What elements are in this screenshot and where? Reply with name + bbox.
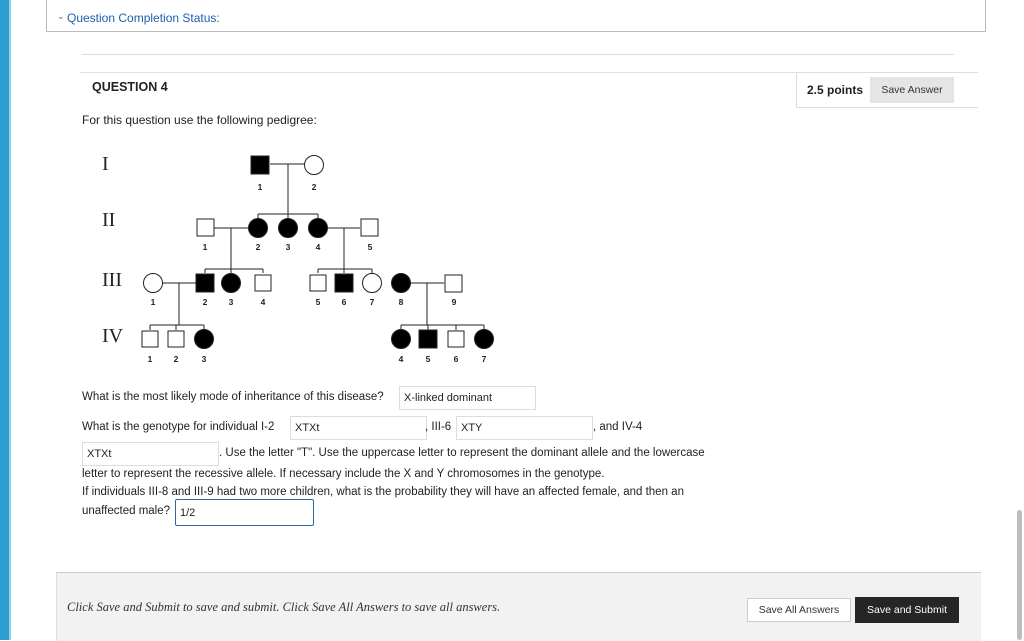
q2-text: What is the genotype for individual I-2: [82, 421, 275, 433]
q3-text-cont: unaffected male?: [82, 505, 171, 517]
individual-number: 1: [202, 242, 208, 252]
pedigree-female-affected: [249, 219, 268, 238]
individual-number: 4: [260, 297, 266, 307]
individual-number: 3: [228, 297, 234, 307]
pedigree-female-affected: [279, 219, 298, 238]
pedigree-female-unaffected: [305, 156, 324, 175]
individual-number: 2: [311, 182, 317, 192]
pedigree-male-unaffected: [255, 275, 271, 291]
individual-number: 2: [173, 354, 179, 364]
points-box: [796, 72, 978, 108]
completion-status-label[interactable]: Question Completion Status:: [67, 11, 220, 25]
question-completion-status[interactable]: [46, 0, 986, 32]
generation-label: IV: [102, 325, 124, 347]
save-all-answers-button[interactable]: Save All Answers: [747, 598, 851, 622]
individual-number: 1: [150, 297, 156, 307]
genotype-iv4-input[interactable]: [82, 442, 219, 466]
individual-number: 8: [398, 297, 404, 307]
pedigree-male-unaffected: [445, 275, 462, 292]
points-value: 2.5 points: [807, 83, 864, 97]
submit-footer: [56, 572, 981, 641]
pedigree-male-affected: [419, 330, 437, 348]
footer-message: Click Save and Submit to save and submit. Click Save All Answers to save all answers.: [67, 600, 501, 614]
pedigree-female-affected: [475, 330, 494, 349]
individual-number: 1: [147, 354, 153, 364]
individual-number: 3: [201, 354, 207, 364]
pedigree-male-unaffected: [142, 331, 158, 347]
individual-number: 6: [341, 297, 347, 307]
scrollbar-thumb[interactable]: [1017, 510, 1022, 640]
individual-number: 7: [369, 297, 375, 307]
pedigree-male-unaffected: [448, 331, 464, 347]
pedigree-male-affected: [196, 274, 214, 292]
question-intro: For this question use the following pedigree:: [82, 113, 317, 127]
pedigree-male-unaffected: [361, 219, 378, 236]
save-answer-button[interactable]: Save Answer: [870, 77, 954, 103]
pedigree-male-affected: [251, 156, 269, 174]
individual-number: 4: [398, 354, 404, 364]
q3-text: If individuals III-8 and III-9 had two more children, what is the probability they will have an affected female, and then an: [82, 486, 684, 498]
left-accent-bar: [0, 0, 9, 640]
individual-number: 5: [425, 354, 431, 364]
save-and-submit-button[interactable]: Save and Submit: [855, 597, 959, 623]
pedigree-female-affected: [222, 274, 241, 293]
individual-number: 1: [257, 182, 263, 192]
q2-separator: , III-6: [425, 421, 452, 433]
individual-number: 4: [315, 242, 321, 252]
generation-label: III: [102, 269, 122, 291]
q1-text: What is the most likely mode of inheritance of this disease?: [82, 391, 384, 403]
pedigree-female-unaffected: [363, 274, 382, 293]
pedigree-diagram: [96, 144, 506, 370]
individual-number: 5: [367, 242, 373, 252]
probability-input[interactable]: [175, 499, 314, 526]
pedigree-male-affected: [335, 274, 353, 292]
genotype-i2-input[interactable]: [290, 416, 427, 440]
generation-label: I: [102, 153, 109, 175]
pedigree-female-affected: [309, 219, 328, 238]
pedigree-female-affected: [392, 330, 411, 349]
pedigree-female-affected: [195, 330, 214, 349]
individual-number: 6: [453, 354, 459, 364]
individual-number: 2: [202, 297, 208, 307]
q2-separator: , and IV-4: [593, 421, 643, 433]
individual-number: 9: [451, 297, 457, 307]
individual-number: 3: [285, 242, 291, 252]
pedigree-male-unaffected: [168, 331, 184, 347]
q2-instructions: . Use the letter "T". Use the uppercase letter to represent the dominant allele and the lowercase: [219, 447, 705, 459]
left-accent-bar-inner: [9, 0, 11, 640]
chevron-down-icon[interactable]: ⌄: [57, 11, 65, 21]
pedigree-male-unaffected: [197, 219, 214, 236]
individual-number: 2: [255, 242, 261, 252]
inheritance-mode-input[interactable]: [399, 386, 536, 410]
genotype-iii6-input[interactable]: [456, 416, 593, 440]
divider: [82, 54, 954, 55]
individual-number: 7: [481, 354, 487, 364]
q2-instructions-cont: letter to represent the recessive allele. If necessary include the X and Y chromosomes in the genotype.: [82, 468, 605, 480]
question-title: QUESTION 4: [92, 80, 168, 94]
question-divider: [80, 72, 796, 73]
pedigree-male-unaffected: [310, 275, 326, 291]
generation-label: II: [102, 209, 116, 231]
pedigree-female-affected: [392, 274, 411, 293]
pedigree-female-unaffected: [144, 274, 163, 293]
individual-number: 5: [315, 297, 321, 307]
